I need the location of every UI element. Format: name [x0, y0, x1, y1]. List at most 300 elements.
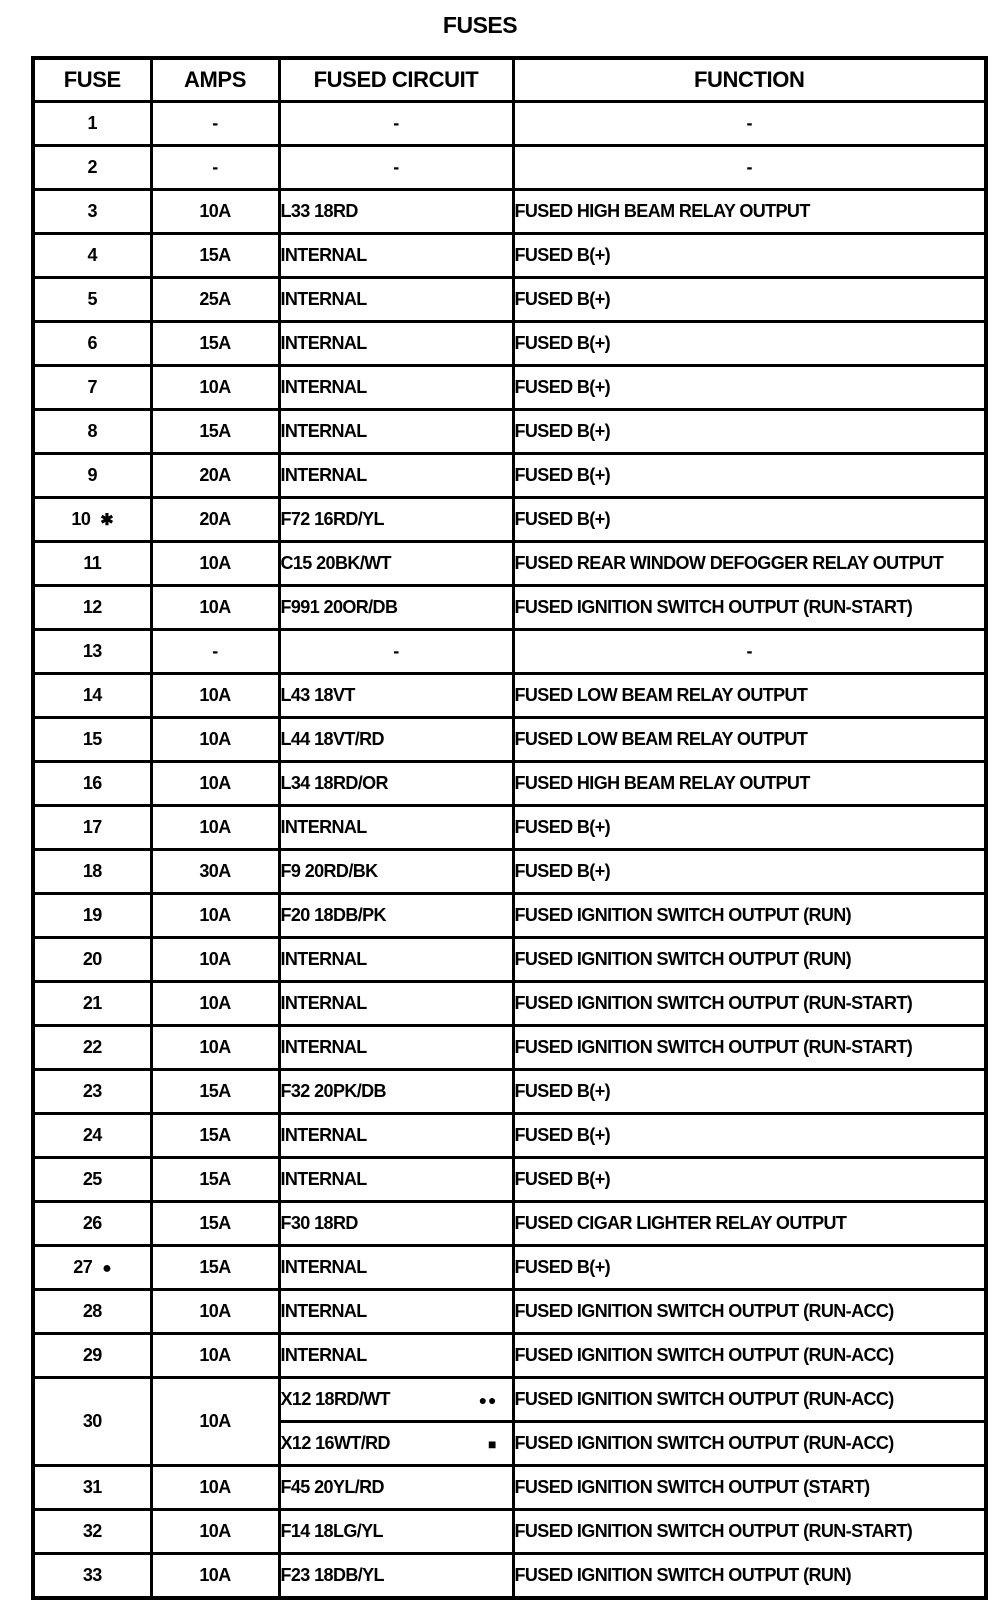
amps-value: 10A	[199, 553, 231, 573]
table-row	[33, 1290, 986, 1334]
amps-cell	[151, 322, 279, 366]
fuse-number: 23	[82, 1081, 102, 1101]
function-value: FUSED B(+)	[514, 421, 611, 441]
amps-value: 10A	[199, 685, 231, 705]
function-cell	[513, 894, 986, 938]
table-row	[33, 1246, 986, 1290]
fused-circuit-value: F30 18RD	[280, 1213, 358, 1233]
table-row	[33, 366, 986, 410]
function-cell	[513, 1554, 986, 1599]
function-cell	[513, 1246, 986, 1290]
fused-circuit-cell	[279, 1466, 513, 1510]
amps-value: 10A	[199, 1301, 231, 1321]
fused-circuit-value: -	[393, 641, 399, 661]
fused-circuit-value: L44 18VT/RD	[280, 729, 384, 749]
function-cell	[513, 1334, 986, 1378]
function-value: FUSED IGNITION SWITCH OUTPUT (RUN-START)	[514, 1037, 913, 1057]
table-row	[33, 1378, 986, 1422]
function-cell	[513, 850, 986, 894]
fused-circuit-cell	[279, 1114, 513, 1158]
fuse-number: 20	[82, 949, 102, 969]
amps-cell	[151, 586, 279, 630]
fused-circuit-cell	[279, 1158, 513, 1202]
amps-value: 15A	[199, 1257, 231, 1277]
fused-circuit-value: INTERNAL	[280, 1125, 367, 1145]
amps-value: 15A	[199, 1125, 231, 1145]
fused-circuit-cell	[279, 1378, 513, 1422]
function-cell	[513, 674, 986, 718]
function-value: FUSED IGNITION SWITCH OUTPUT (RUN)	[514, 905, 852, 925]
amps-cell	[151, 278, 279, 322]
fuse-marker: ✱	[100, 512, 114, 529]
function-cell	[513, 1510, 986, 1554]
fused-circuit-value: F45 20YL/RD	[280, 1477, 384, 1497]
amps-value: 10A	[199, 905, 231, 925]
fused-circuit-value: INTERNAL	[280, 245, 367, 265]
function-cell	[513, 1158, 986, 1202]
amps-value: 10A	[199, 729, 231, 749]
fused-circuit-value: X12 18RD/WT	[280, 1389, 390, 1409]
amps-value: 20A	[199, 509, 231, 529]
function-cell	[513, 410, 986, 454]
function-cell	[513, 454, 986, 498]
fuse-number: 21	[82, 993, 102, 1013]
fused-circuit-cell	[279, 366, 513, 410]
fuse-number: 27	[73, 1257, 93, 1277]
fuse-number: 18	[82, 861, 102, 881]
fuse-number-cell	[33, 586, 151, 630]
function-cell	[513, 190, 986, 234]
amps-value: 10A	[199, 773, 231, 793]
fused-circuit-value: F20 18DB/PK	[280, 905, 386, 925]
header-fused-circuit: FUSED CIRCUIT	[279, 58, 513, 102]
function-value: FUSED B(+)	[514, 289, 611, 309]
fused-circuit-value: INTERNAL	[280, 1037, 367, 1057]
fused-circuit-cell	[279, 982, 513, 1026]
fuse-number: 17	[82, 817, 102, 837]
fuse-number: 2	[87, 157, 97, 177]
fused-circuit-cell	[279, 762, 513, 806]
fused-circuit-value: F991 20OR/DB	[280, 597, 398, 617]
function-value: FUSED IGNITION SWITCH OUTPUT (RUN-ACC)	[514, 1345, 894, 1365]
fused-circuit-cell	[279, 718, 513, 762]
amps-cell	[151, 454, 279, 498]
amps-cell	[151, 366, 279, 410]
amps-cell	[151, 630, 279, 674]
fused-circuit-value: INTERNAL	[280, 333, 367, 353]
fuse-number-cell	[33, 1202, 151, 1246]
fuse-number-cell	[33, 1466, 151, 1510]
function-cell	[513, 586, 986, 630]
amps-cell	[151, 718, 279, 762]
amps-value: 10A	[199, 1521, 231, 1541]
circuit-marker: ●●	[478, 1391, 498, 1408]
function-cell	[513, 366, 986, 410]
fused-circuit-value: X12 16WT/RD	[280, 1433, 390, 1453]
function-value: FUSED IGNITION SWITCH OUTPUT (RUN-ACC)	[514, 1433, 894, 1453]
table-row	[33, 1158, 986, 1202]
amps-cell	[151, 982, 279, 1026]
table-row	[33, 234, 986, 278]
function-value: FUSED IGNITION SWITCH OUTPUT (RUN)	[514, 1565, 852, 1585]
fuse-number-cell	[33, 674, 151, 718]
function-cell	[513, 806, 986, 850]
table-row	[33, 1334, 986, 1378]
fused-circuit-value: INTERNAL	[280, 993, 367, 1013]
amps-cell	[151, 806, 279, 850]
amps-value: 10A	[199, 597, 231, 617]
amps-value: 10A	[199, 1565, 231, 1585]
header-function: FUNCTION	[513, 58, 986, 102]
fused-circuit-cell	[279, 938, 513, 982]
amps-value: 15A	[199, 1081, 231, 1101]
function-value: FUSED B(+)	[514, 1081, 611, 1101]
fused-circuit-cell	[279, 322, 513, 366]
fuse-number: 5	[87, 289, 97, 309]
fuse-number-cell	[33, 102, 151, 146]
function-value: FUSED IGNITION SWITCH OUTPUT (RUN-START)	[514, 597, 913, 617]
fused-circuit-cell	[279, 190, 513, 234]
amps-cell	[151, 1290, 279, 1334]
amps-cell	[151, 190, 279, 234]
table-row	[33, 718, 986, 762]
amps-value: -	[212, 157, 218, 177]
fused-circuit-cell	[279, 498, 513, 542]
fused-circuit-cell	[279, 1510, 513, 1554]
table-row	[33, 806, 986, 850]
fused-circuit-cell	[279, 850, 513, 894]
amps-value: 10A	[199, 993, 231, 1013]
fused-circuit-value: F9 20RD/BK	[280, 861, 378, 881]
fused-circuit-cell	[279, 410, 513, 454]
fused-circuit-cell	[279, 1422, 513, 1466]
fuse-number-cell	[33, 762, 151, 806]
fuse-number-cell	[33, 278, 151, 322]
function-value: FUSED B(+)	[514, 509, 611, 529]
fuse-number-cell	[33, 850, 151, 894]
fuse-marker: ●	[102, 1260, 112, 1277]
function-value: FUSED B(+)	[514, 377, 611, 397]
page-title: FUSES	[442, 12, 518, 38]
fuse-number: 25	[82, 1169, 102, 1189]
fused-circuit-cell	[279, 1246, 513, 1290]
fused-circuit-value: -	[393, 157, 399, 177]
table-row	[33, 1202, 986, 1246]
fused-circuit-value: INTERNAL	[280, 1301, 367, 1321]
amps-cell	[151, 146, 279, 190]
function-cell	[513, 1422, 986, 1466]
header-fuse: FUSE	[33, 58, 151, 102]
fused-circuit-value: INTERNAL	[280, 421, 367, 441]
fuse-number-cell	[33, 498, 151, 542]
fused-circuit-cell	[279, 1026, 513, 1070]
fuse-number-cell	[33, 1158, 151, 1202]
table-row	[33, 102, 986, 146]
table-row	[33, 1070, 986, 1114]
amps-value: 10A	[199, 1477, 231, 1497]
amps-cell	[151, 1202, 279, 1246]
function-cell	[513, 718, 986, 762]
amps-cell	[151, 542, 279, 586]
function-cell	[513, 278, 986, 322]
function-cell	[513, 1070, 986, 1114]
table-row	[33, 190, 986, 234]
amps-value: 10A	[199, 377, 231, 397]
fused-circuit-cell	[279, 806, 513, 850]
fused-circuit-value: INTERNAL	[280, 817, 367, 837]
function-cell	[513, 1378, 986, 1422]
amps-cell	[151, 1070, 279, 1114]
function-value: FUSED LOW BEAM RELAY OUTPUT	[514, 685, 808, 705]
amps-cell	[151, 894, 279, 938]
fuse-number-cell	[33, 190, 151, 234]
fuse-number: 12	[82, 597, 102, 617]
fuse-number-cell	[33, 1290, 151, 1334]
fuse-number-cell	[33, 1510, 151, 1554]
function-value: -	[746, 113, 752, 133]
table-row	[33, 1554, 986, 1599]
function-cell	[513, 982, 986, 1026]
fused-circuit-value: F32 20PK/DB	[280, 1081, 386, 1101]
function-value: FUSED IGNITION SWITCH OUTPUT (RUN-START)	[514, 993, 913, 1013]
fuse-number-cell	[33, 146, 151, 190]
fuse-number-cell	[33, 1334, 151, 1378]
fuse-number-cell	[33, 454, 151, 498]
amps-value: 10A	[199, 1037, 231, 1057]
fuse-number: 26	[82, 1213, 102, 1233]
fuse-number-cell	[33, 1246, 151, 1290]
amps-value: 20A	[199, 465, 231, 485]
amps-cell	[151, 1554, 279, 1599]
function-value: FUSED IGNITION SWITCH OUTPUT (RUN-ACC)	[514, 1389, 894, 1409]
fused-circuit-cell	[279, 278, 513, 322]
fused-circuit-value: INTERNAL	[280, 1257, 367, 1277]
function-cell	[513, 234, 986, 278]
function-cell	[513, 762, 986, 806]
table-row	[33, 630, 986, 674]
fused-circuit-value: F23 18DB/YL	[280, 1565, 384, 1585]
fuse-number-cell	[33, 322, 151, 366]
amps-value: -	[212, 113, 218, 133]
function-value: FUSED HIGH BEAM RELAY OUTPUT	[514, 773, 810, 793]
function-cell	[513, 1202, 986, 1246]
fused-circuit-value: INTERNAL	[280, 289, 367, 309]
fused-circuit-value: INTERNAL	[280, 377, 367, 397]
fused-circuit-cell	[279, 1554, 513, 1599]
fused-circuit-value: F14 18LG/YL	[280, 1521, 383, 1541]
fuse-number: 4	[87, 245, 97, 265]
fused-circuit-cell	[279, 454, 513, 498]
fuse-number-cell	[33, 938, 151, 982]
fused-circuit-value: L33 18RD	[280, 201, 358, 221]
function-value: FUSED B(+)	[514, 1257, 611, 1277]
amps-value: 25A	[199, 289, 231, 309]
fuse-number: 13	[82, 641, 102, 661]
fuse-number: 29	[82, 1345, 102, 1365]
function-value: FUSED IGNITION SWITCH OUTPUT (RUN-ACC)	[514, 1301, 894, 1321]
fused-circuit-cell	[279, 894, 513, 938]
fuse-table	[31, 56, 988, 1600]
fuse-number-cell	[33, 1114, 151, 1158]
fuse-number: 10	[71, 509, 91, 529]
function-value: FUSED B(+)	[514, 245, 611, 265]
function-cell	[513, 630, 986, 674]
amps-cell	[151, 410, 279, 454]
function-value: FUSED B(+)	[514, 465, 611, 485]
fuse-number-cell	[33, 1070, 151, 1114]
table-row	[33, 1510, 986, 1554]
fuse-number-cell	[33, 410, 151, 454]
fuse-number-cell	[33, 1026, 151, 1070]
function-value: FUSED B(+)	[514, 333, 611, 353]
function-value: FUSED LOW BEAM RELAY OUTPUT	[514, 729, 808, 749]
fuse-number-cell	[33, 718, 151, 762]
function-cell	[513, 1114, 986, 1158]
table-row	[33, 762, 986, 806]
table-row	[33, 938, 986, 982]
fuse-number: 16	[82, 773, 102, 793]
fuse-number: 11	[83, 553, 102, 573]
fused-circuit-cell	[279, 234, 513, 278]
function-cell	[513, 542, 986, 586]
fused-circuit-value: F72 16RD/YL	[280, 509, 384, 529]
amps-cell	[151, 1510, 279, 1554]
fuse-number-cell	[33, 806, 151, 850]
fuse-number: 28	[82, 1301, 102, 1321]
table-row	[33, 498, 986, 542]
fuse-number-cell	[33, 234, 151, 278]
fuse-number: 33	[82, 1565, 102, 1585]
fuse-number: 24	[82, 1125, 102, 1145]
function-cell	[513, 1466, 986, 1510]
function-cell	[513, 322, 986, 366]
amps-value: 30A	[199, 861, 231, 881]
amps-cell	[151, 498, 279, 542]
table-row	[33, 1466, 986, 1510]
fuse-number: 14	[82, 685, 102, 705]
fused-circuit-cell	[279, 630, 513, 674]
function-value: FUSED IGNITION SWITCH OUTPUT (START)	[514, 1477, 870, 1497]
amps-value: 15A	[199, 333, 231, 353]
amps-cell	[151, 1334, 279, 1378]
fused-circuit-cell	[279, 542, 513, 586]
fused-circuit-value: -	[393, 113, 399, 133]
table-row	[33, 146, 986, 190]
fused-circuit-cell	[279, 674, 513, 718]
table-row	[33, 1026, 986, 1070]
fused-circuit-value: INTERNAL	[280, 465, 367, 485]
fused-circuit-value: C15 20BK/WT	[280, 553, 391, 573]
amps-value: 10A	[199, 201, 231, 221]
amps-cell	[151, 850, 279, 894]
amps-cell	[151, 762, 279, 806]
amps-value: 10A	[199, 1345, 231, 1365]
table-row	[33, 454, 986, 498]
header-amps: AMPS	[151, 58, 279, 102]
amps-cell	[151, 674, 279, 718]
function-value: FUSED B(+)	[514, 1169, 611, 1189]
function-value: FUSED B(+)	[514, 1125, 611, 1145]
fuse-number: 6	[87, 333, 97, 353]
amps-cell	[151, 1026, 279, 1070]
amps-cell	[151, 1114, 279, 1158]
amps-cell	[151, 102, 279, 146]
fused-circuit-value: L43 18VT	[280, 685, 355, 705]
amps-cell	[151, 234, 279, 278]
table-row	[33, 982, 986, 1026]
table-row	[33, 322, 986, 366]
fuse-number: 15	[82, 729, 102, 749]
fuse-number: 19	[82, 905, 102, 925]
table-row	[33, 674, 986, 718]
fuse-table-body	[33, 102, 986, 1599]
fused-circuit-cell	[279, 102, 513, 146]
fused-circuit-value: L34 18RD/OR	[280, 773, 388, 793]
function-cell	[513, 102, 986, 146]
table-row	[33, 278, 986, 322]
amps-value: 15A	[199, 421, 231, 441]
fused-circuit-value: INTERNAL	[280, 1345, 367, 1365]
table-row	[33, 894, 986, 938]
function-value: FUSED CIGAR LIGHTER RELAY OUTPUT	[514, 1213, 847, 1233]
fuse-number-cell	[33, 982, 151, 1026]
function-value: -	[746, 157, 752, 177]
fuse-number: 22	[82, 1037, 102, 1057]
amps-value: 15A	[199, 1213, 231, 1233]
table-row	[33, 1114, 986, 1158]
fused-circuit-value: INTERNAL	[280, 949, 367, 969]
amps-cell	[151, 1158, 279, 1202]
fused-circuit-cell	[279, 586, 513, 630]
table-row	[33, 410, 986, 454]
fuse-number: 30	[82, 1411, 102, 1431]
fuse-number-cell	[33, 542, 151, 586]
amps-cell	[151, 1466, 279, 1510]
fuse-number: 8	[87, 421, 97, 441]
function-value: FUSED IGNITION SWITCH OUTPUT (RUN-START)	[514, 1521, 913, 1541]
function-cell	[513, 498, 986, 542]
fuse-number: 9	[87, 465, 97, 485]
function-value: FUSED IGNITION SWITCH OUTPUT (RUN)	[514, 949, 852, 969]
table-row	[33, 542, 986, 586]
function-cell	[513, 146, 986, 190]
function-cell	[513, 1290, 986, 1334]
fused-circuit-cell	[279, 146, 513, 190]
amps-cell	[151, 938, 279, 982]
fuse-number: 7	[87, 377, 97, 397]
amps-value: -	[212, 641, 218, 661]
fused-circuit-cell	[279, 1290, 513, 1334]
amps-value: 10A	[199, 817, 231, 837]
amps-cell	[151, 1246, 279, 1290]
table-row	[33, 586, 986, 630]
amps-value: 15A	[199, 1169, 231, 1189]
fused-circuit-cell	[279, 1334, 513, 1378]
fuse-number: 3	[87, 201, 97, 221]
function-value: FUSED B(+)	[514, 817, 611, 837]
amps-cell	[151, 1378, 279, 1466]
amps-value: 10A	[199, 949, 231, 969]
circuit-marker: ■	[488, 1435, 498, 1452]
fuse-number: 1	[87, 113, 97, 133]
fuse-number-cell	[33, 630, 151, 674]
table-header-row	[33, 58, 986, 102]
function-value: -	[746, 641, 752, 661]
fuse-number: 32	[82, 1521, 102, 1541]
function-cell	[513, 938, 986, 982]
fuse-number-cell	[33, 1554, 151, 1599]
fused-circuit-cell	[279, 1070, 513, 1114]
